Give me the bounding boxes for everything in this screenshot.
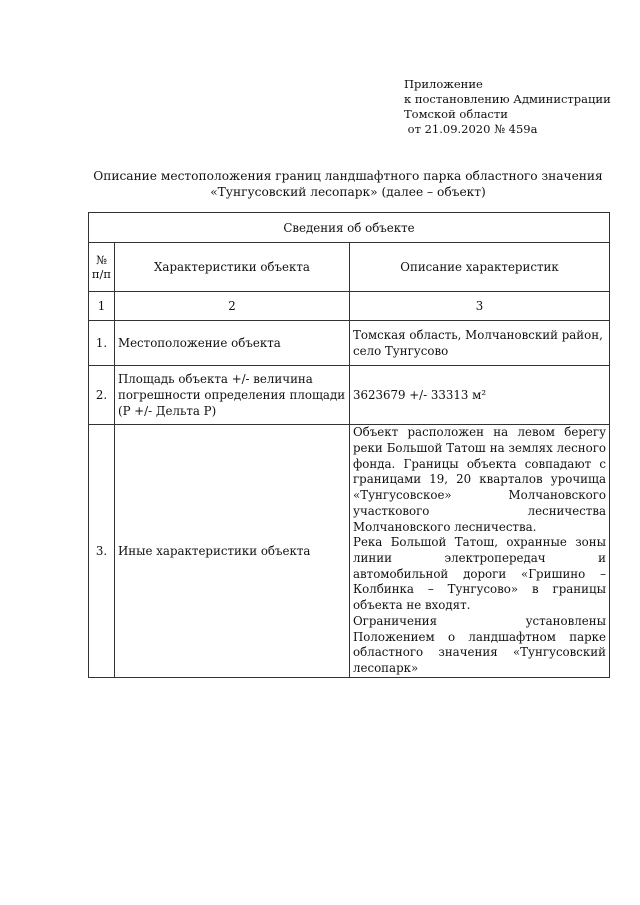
- table-row: [89, 425, 610, 678]
- appendix-line: к постановлению Администрации: [404, 92, 611, 106]
- column-index-row: [89, 292, 610, 321]
- row-characteristic: Местоположение объекта: [115, 321, 350, 366]
- column-header-characteristic: Характеристики объекта: [115, 243, 350, 292]
- appendix-line: Приложение: [404, 77, 483, 91]
- row-description: [350, 425, 610, 678]
- row-number: 2.: [89, 366, 115, 425]
- row-number: 3.: [89, 425, 115, 678]
- table-row: [89, 321, 610, 366]
- row-number: 1.: [89, 321, 115, 366]
- appendix-line: Томской области: [404, 107, 508, 121]
- description-paragraph: Объект расположен на левом берегу реки Большой Татош на землях лесного фонда. Границы объекта совпадают с границами 19, 20 кварталов урочища «Тунгусовское» Молчановского участкового лесничества Молчановского лесничества.: [353, 425, 607, 534]
- table-row: [89, 366, 610, 425]
- description-paragraph: Ограничения установлены Положением о ландшафтном парке областного значения «Тунгусовский лесопарк»: [353, 613, 607, 675]
- column-header-number: № п/п: [89, 243, 115, 292]
- appendix-line: от 21.09.2020 № 459а: [404, 122, 538, 136]
- column-headers-row: [89, 243, 610, 292]
- object-info-table: [88, 212, 610, 678]
- appendix-block: [404, 77, 611, 137]
- title-line: Описание местоположения границ ландшафтного парка областного значения: [93, 169, 603, 183]
- row-description: Томская область, Молчановский район, село Тунгусово: [350, 321, 610, 366]
- column-header-description: Описание характеристик: [350, 243, 610, 292]
- title-line: «Тунгусовский лесопарк» (далее – объект): [210, 185, 486, 199]
- row-characteristic: Иные характеристики объекта: [115, 425, 350, 678]
- column-index: 3: [350, 292, 610, 321]
- table-header-row: [89, 213, 610, 243]
- column-index: 1: [89, 292, 115, 321]
- row-description: 3623679 +/- 33313 м²: [350, 366, 610, 425]
- document-title: [88, 168, 608, 200]
- description-paragraph: Река Большой Татош, охранные зоны линии электропередач и автомобильной дороги «Гришино – Колбинка – Тунгусово» в границы объекта не входят.: [353, 535, 607, 613]
- table-header: Сведения об объекте: [89, 213, 610, 243]
- column-index: 2: [115, 292, 350, 321]
- row-characteristic: Площадь объекта +/- величина погрешности определения площади (P +/- Дельта P): [115, 366, 350, 425]
